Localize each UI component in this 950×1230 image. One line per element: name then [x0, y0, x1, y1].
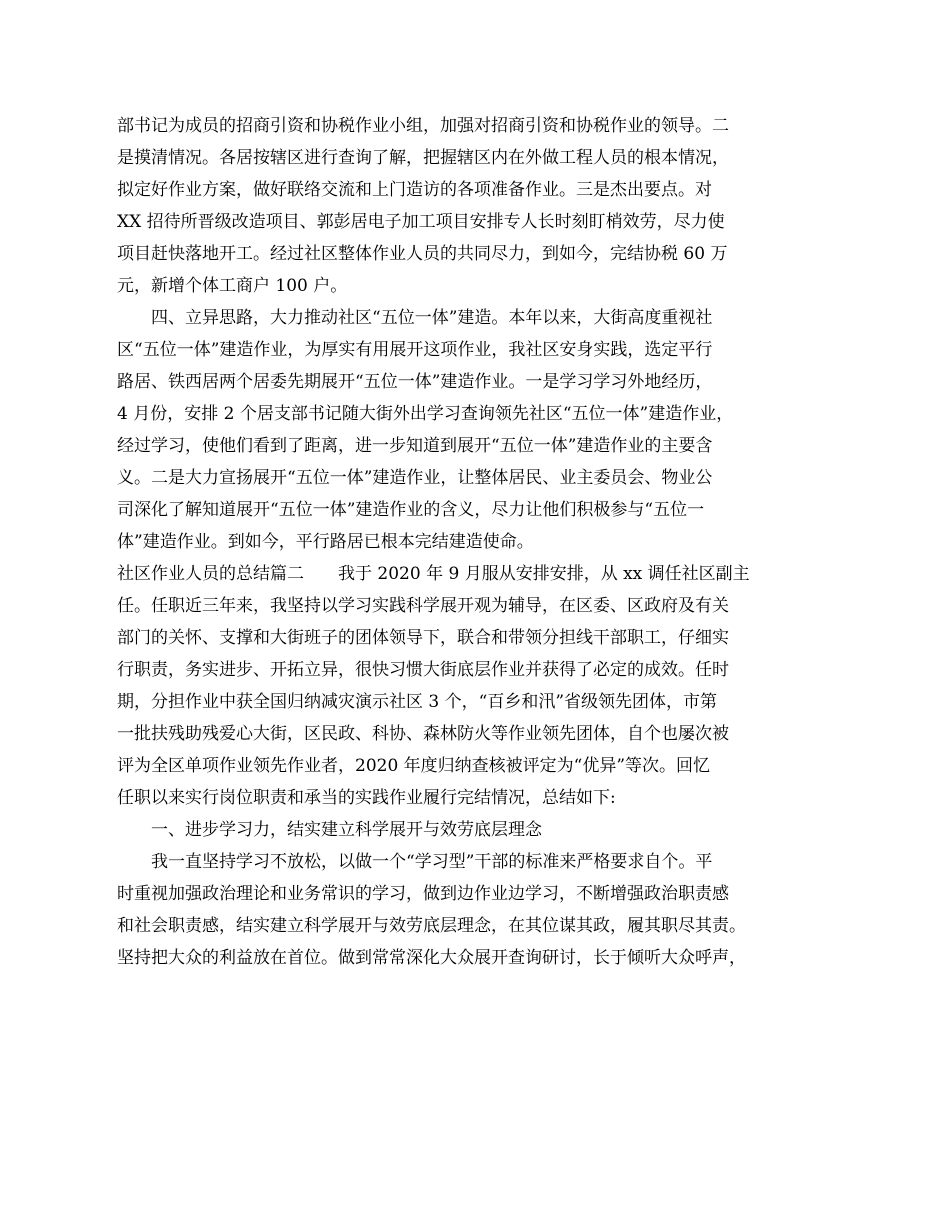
section-first-line: 我于 2020 年 9 月服从安排安排，从 xx 调任社区副主	[338, 564, 750, 584]
body-line: 任。任职近三年来，我坚持以学习实践科学展开观为辅导，在区委、区政府及有关	[117, 596, 729, 616]
body-line: XX 招待所晋级改造项目、郭彭居电子加工项目安排专人长时刻盯梢效劳，尽力使	[117, 212, 725, 232]
body-line: 期，分担作业中获全国归纳减灾演示社区 3 个，“百乡和汛”省级领先团体，市第	[117, 692, 718, 712]
body-line: 体”建造作业。到如今，平行路居已根本完结建造使命。	[117, 532, 534, 552]
body-line: 部书记为成员的招商引资和协税作业小组，加强对招商引资和协税作业的领导。二	[117, 116, 729, 136]
body-line: 拟定好作业方案，做好联络交流和上门造访的各项准备作业。三是杰出要点。对	[117, 180, 712, 200]
body-line: 和社会职责感，结实建立科学展开与效劳底层理念，在其位谋其政，履其职尽其责。	[117, 916, 746, 936]
body-line: 评为全区单项作业领先作业者，2020 年度归纳查核被评定为“优异”等次。回忆	[117, 756, 711, 776]
body-line: 时重视加强政治理论和业务常识的学习，做到边作业边学习，不断增强政治职责感	[117, 884, 729, 904]
document-body	[117, 110, 833, 974]
body-line: 任职以来实行岗位职责和承当的实践作业履行完结情况，总结如下:	[117, 788, 616, 808]
body-line: 区“五位一体”建造作业，为厚实有用展开这项作业，我社区安身实践，选定平行	[117, 340, 713, 360]
body-line: 我一直坚持学习不放松，以做一个“学习型”干部的标准来严格要求自个。平	[151, 852, 713, 872]
body-line: 坚持把大众的利益放在首位。做到常常深化大众展开查询研讨，长于倾听大众呼声，	[117, 948, 746, 968]
body-line: 经过学习，使他们看到了距离，进一步知道到展开“五位一体”建造作业的主要含	[117, 436, 713, 456]
body-line: 义。二是大力宣扬展开“五位一体”建造作业，让整体居民、业主委员会、物业公	[117, 468, 713, 488]
subheading-line: 一、进步学习力，结实建立科学展开与效劳底层理念	[151, 820, 542, 840]
section-heading-line	[117, 558, 833, 590]
body-line: 行职责，务实进步、开拓立异，很快习惯大街底层作业并获得了必定的成效。任时	[117, 660, 729, 680]
body-line: 路居、铁西居两个居委先期展开“五位一体”建造作业。一是学习学习外地经历，	[117, 372, 713, 392]
body-line: 项目赶快落地开工。经过社区整体作业人员的共同尽力，到如今，完结协税 60 万	[117, 244, 728, 264]
body-line: 司深化了解知道展开“五位一体”建造作业的含义，尽力让他们积极参与“五位一	[117, 500, 705, 520]
body-line: 四、立异思路，大力推动社区“五位一体”建造。本年以来，大街高度重视社	[151, 308, 713, 328]
body-line: 是摸清情况。各居按辖区进行查询了解，把握辖区内在外做工程人员的根本情况，	[117, 148, 729, 168]
body-line: 4 月份，安排 2 个居支部书记随大街外出学习查询领先社区“五位一体”建造作业，	[117, 404, 734, 424]
body-line: 部门的关怀、支撑和大街班子的团体领导下，联合和带领分担线干部职工，仔细实	[117, 628, 729, 648]
section-title: 社区作业人员的总结篇二	[117, 564, 304, 584]
body-line: 一批扶残助残爱心大街，区民政、科协、森林防火等作业领先团体，自个也屡次被	[117, 724, 729, 744]
body-line: 元，新增个体工商户 100 户。	[117, 276, 348, 296]
